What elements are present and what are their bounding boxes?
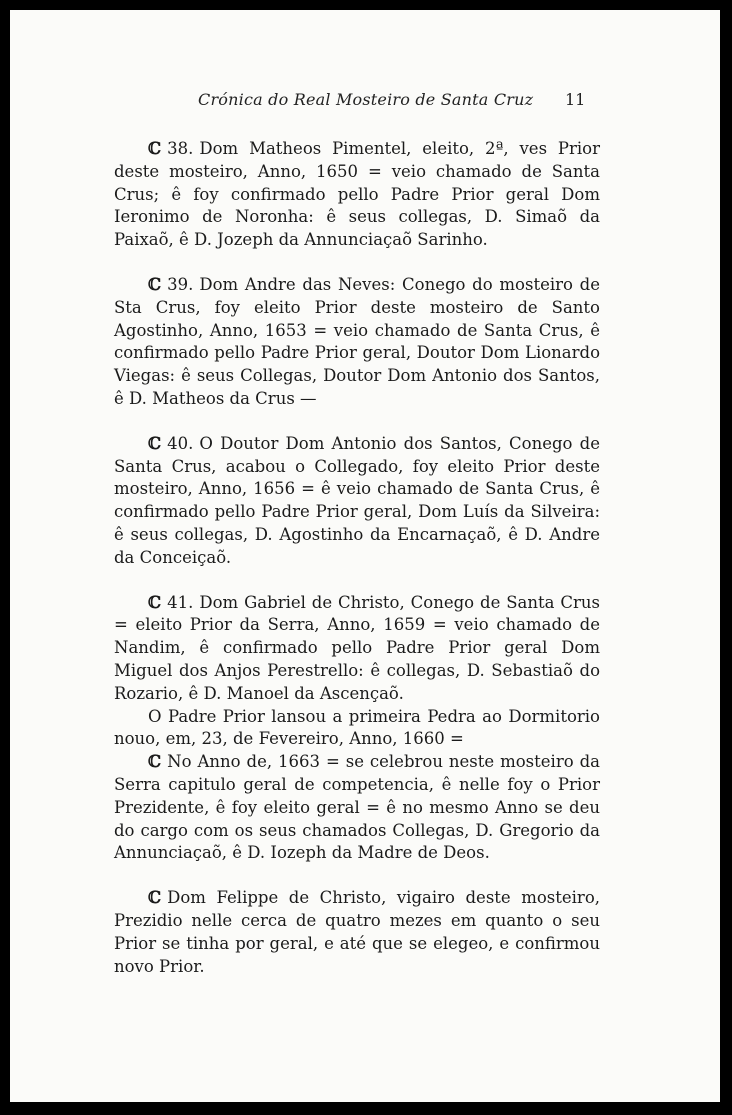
entry-number: 38. [167,139,194,158]
page-number: 11 [565,90,586,109]
entry-41 [114,592,600,706]
entry-number: 40. [167,433,194,453]
entry-text: O Doutor Dom Antonio dos Santos, Conego de Santa Crus, acabou o Collegado, foy eleito Prior deste mosteiro, Anno, 1656 = ê veio chamado de Santa Crus, ê confirmado pello Padre Prior geral, Dom Luís da Silveira: ê seus collegas, D. Agostinho da Encarnaçaõ, ê D. Andre da Conceiçaõ. [114,433,600,567]
paragraph-mark-icon: ℂ [148,274,162,294]
entry-39 [114,274,600,411]
paragraph-text: Dom Felippe de Christo, vigairo deste mosteiro, Prezidio nelle cerca de quatro mezes em quanto o seu Prior se tinha por geral, e até que se elegeo, e confirmou novo Prior. [114,888,600,976]
entry-40 [114,433,600,570]
chapter-paragraph [114,751,600,865]
paragraph-mark-icon: ℂ [148,752,162,772]
body-text [114,138,600,978]
entry-number: 41. [167,592,194,612]
entry-text: Dom Andre das Neves: Conego do mosteiro de Sta Crus, foy eleito Prior deste mosteiro de Santo Agostinho, Anno, 1653 = veio chamado de Santa Crus, ê confirmado pello Padre Prior geral, Doutor Dom Lionardo Viegas: ê seus Collegas, Doutor Dom Antonio dos Santos, ê D. Matheos da Crus — [114,274,600,408]
entry-38 [114,138,600,252]
entry-text: Dom Matheos Pimentel, eleito, 2ª, ves Prior deste mosteiro, Anno, 1650 = veio chamado de Santa Crus; ê foy confirmado pello Padre Prior geral Dom Ieronimo de Noronha: ê seus collegas, D. Simaõ da Paixaõ, ê D. Jozeph da Annunciaçaõ Sarinho. [114,139,600,250]
felippe-paragraph [114,887,600,978]
paragraph-mark-icon: ℂ [148,592,162,612]
entry-text: Dom Gabriel de Christo, Conego de Santa Crus = eleito Prior da Serra, Anno, 1659 = veio chamado de Nandim, ê confirmado pello Padre Prior geral Dom Miguel dos Anjos Perestrello: ê collegas, D. Sebastiaõ do Rozario, ê D. Manoel da Ascençaõ. [114,592,600,703]
paragraph-mark-icon: ℂ [148,139,162,158]
paragraph-mark-icon: ℂ [148,888,162,908]
dormitory-paragraph: O Padre Prior lansou a primeira Pedra ao Dormitorio nouo, em, 23, de Fevereiro, Anno, 1660 = [114,706,600,749]
book-page [10,10,720,1102]
running-title: Crónica do Real Mosteiro de Santa Cruz [198,90,534,109]
paragraph-text: No Anno de, 1663 = se celebrou neste mosteiro da Serra capitulo geral de competencia, ê nelle foy o Prior Prezidente, ê foy eleito geral = ê no mesmo Anno se deu do cargo com os seus chamados Collegas, D. Gregorio da Annunciaçaõ, ê D. Iozeph da Madre de Deos. [114,752,600,863]
paragraph-mark-icon: ℂ [148,433,162,453]
entry-number: 39. [167,274,194,294]
